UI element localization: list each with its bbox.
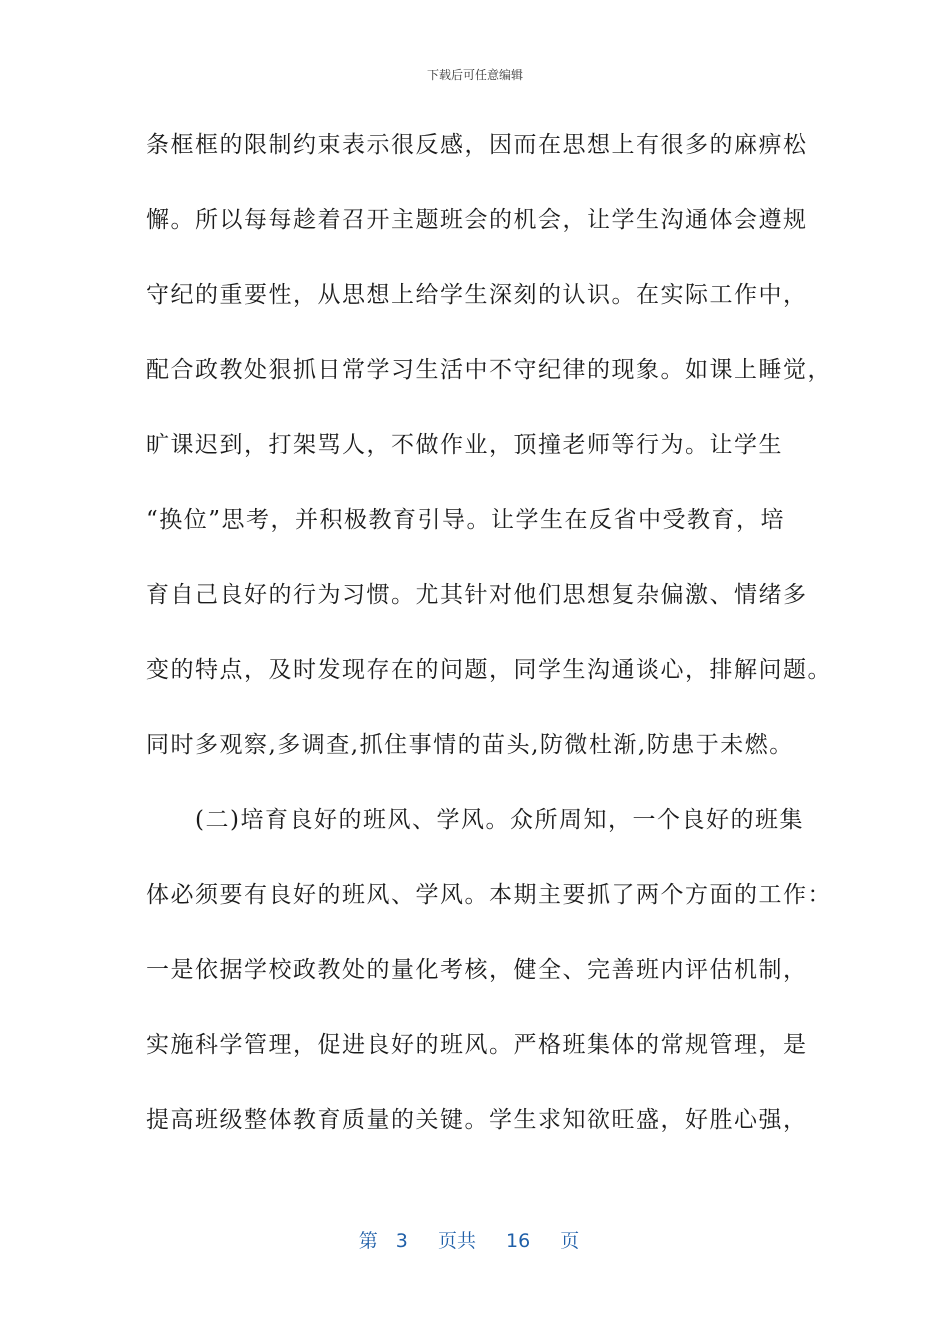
document-body <box>146 120 832 1170</box>
text-line: 实施科学管理，促进良好的班风。严格班集体的常规管理，是 <box>146 1032 808 1058</box>
footer-total-pages: 16 <box>506 1230 531 1252</box>
text-line: 育自己良好的行为习惯。尤其针对他们思想复杂偏激、情绪多 <box>146 582 808 608</box>
text-line: 配合政教处狠抓日常学习生活中不守纪律的现象。如课上睡觉， <box>146 357 832 383</box>
footer-prefix: 第 <box>358 1230 378 1252</box>
text-line: 变的特点，及时发现存在的问题，同学生沟通谈心，排解问题。 <box>146 657 832 683</box>
page-footer <box>0 1226 950 1253</box>
footer-middle: 页共 <box>437 1230 476 1252</box>
text-line: 旷课迟到，打架骂人，不做作业，顶撞老师等行为。让学生 <box>146 432 783 458</box>
text-line: 一是依据学校政教处的量化考核，健全、完善班内评估机制， <box>146 957 808 983</box>
text-line: 体必须要有良好的班风、学风。本期主要抓了两个方面的工作： <box>146 882 832 908</box>
text-line: 提高班级整体教育质量的关键。学生求知欲旺盛，好胜心强， <box>146 1107 808 1133</box>
text-line: 懈。所以每每趁着召开主题班会的机会，让学生沟通体会遵规 <box>146 207 808 233</box>
footer-suffix: 页 <box>560 1230 580 1252</box>
text-line: 条框框的限制约束表示很反感，因而在思想上有很多的麻痹松 <box>146 132 808 158</box>
text-line: (二)培育良好的班风、学风。众所周知，一个良好的班集 <box>146 807 804 833</box>
page-header-note: 下载后可任意编辑 <box>426 68 523 82</box>
text-line: 同时多观察,多调查,抓住事情的苗头,防微杜渐,防患于未燃。 <box>146 732 794 758</box>
footer-current-page: 3 <box>395 1230 408 1252</box>
text-line: 守纪的重要性，从思想上给学生深刻的认识。在实际工作中， <box>146 282 808 308</box>
text-line: “换位”思考，并积极教育引导。让学生在反省中受教育，培 <box>146 507 786 533</box>
